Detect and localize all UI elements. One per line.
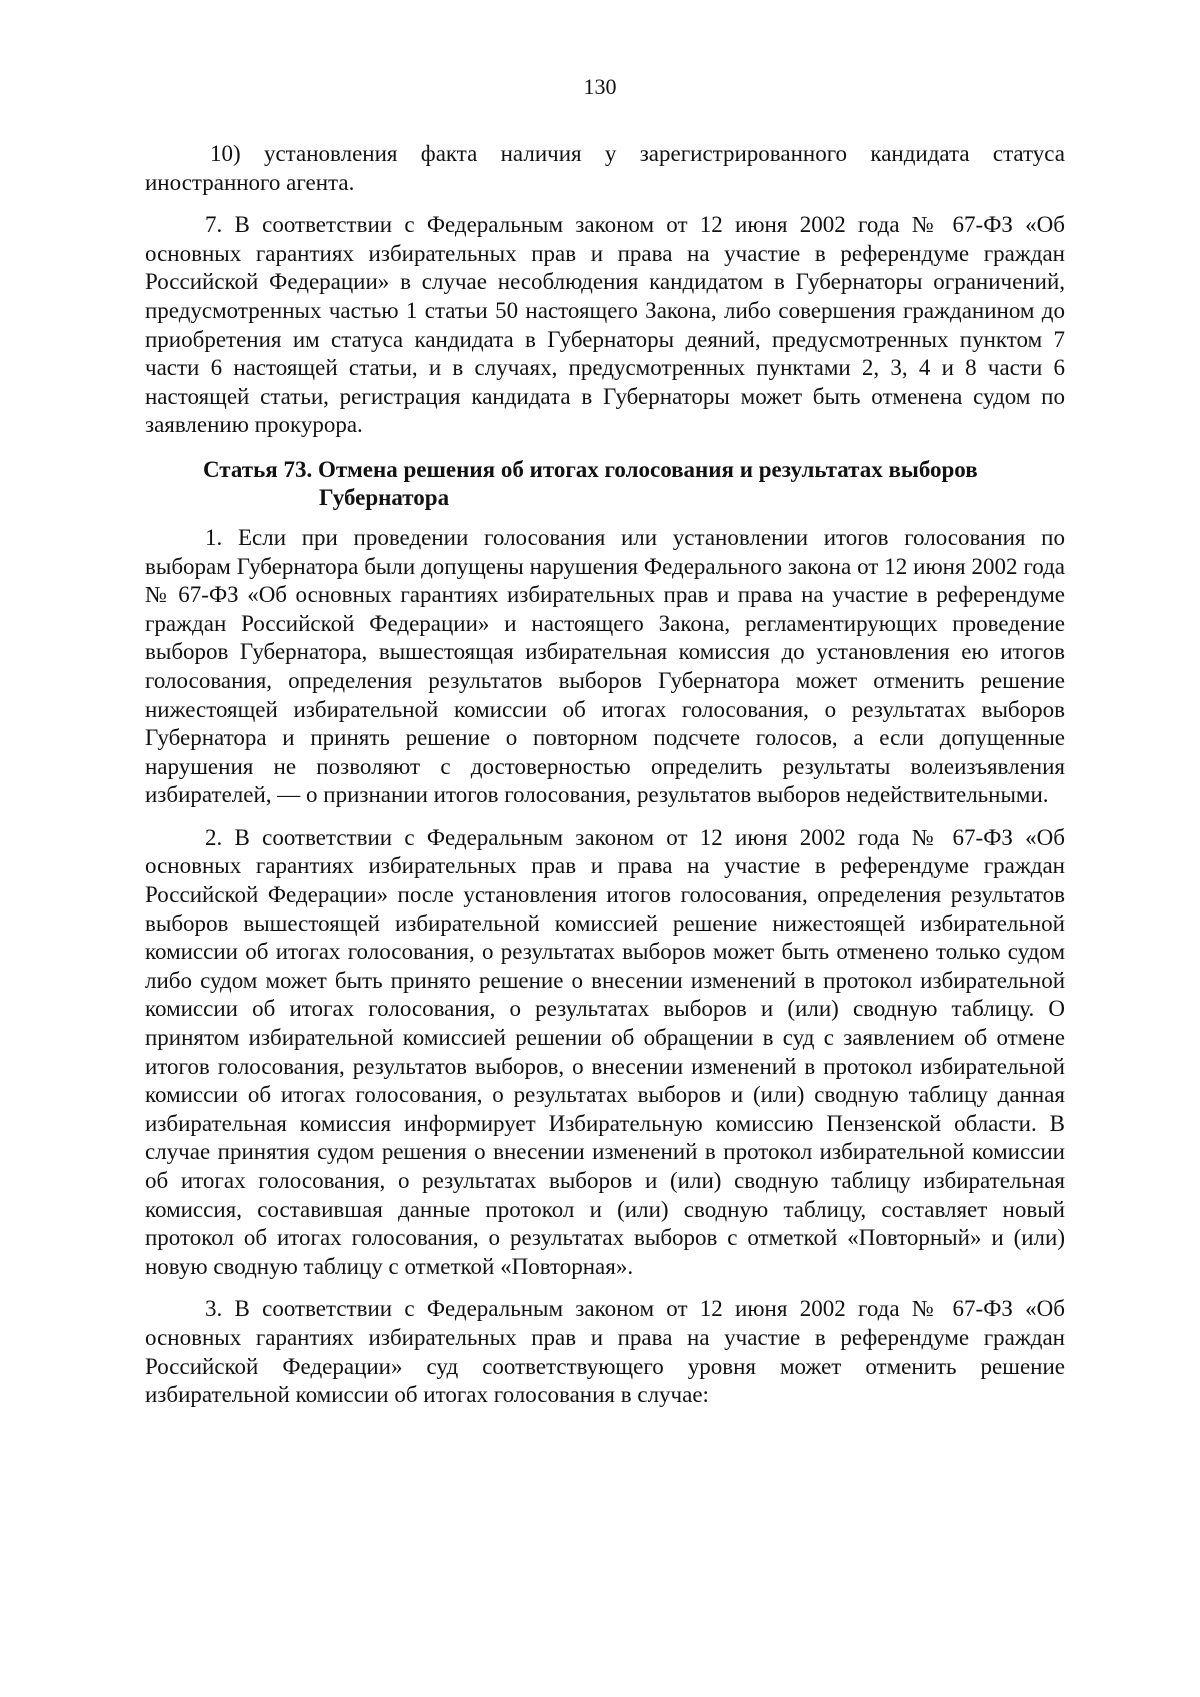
paragraph-part-2: 2. В соответствии с Федеральным законом от 12 июня 2002 года № 67-ФЗ «Об основных гарантиях избирательных прав и права на участие в референдуме граждан Российской Федерации» после установления итогов голосования, определения результатов выборов вышестоящей избирательной комиссией решение нижестоящей избирательной комиссии об итогах голосования, о результатах выборов может быть отменено только судом либо судом может быть принято решение о внесении изменений в протокол избирательной комиссии об итогах голосования, о результатах выборов и (или) сводную таблицу. О принятом избирательной комиссией решении об обращении в суд с заявлением об отмене итогов голосования, результатов выборов, о внесении изменений в протокол избирательной комиссии об итогах голосования, о результатах выборов и (или) сводную таблицу данная избирательная комиссия информирует Избирательную комиссию Пензенской области. В случае принятия судом решения о внесении изменений в протокол избирательной комиссии об итогах голосования, о результатах выборов и (или) сводную таблицу избирательная комиссия, составившая данные протокол и (или) сводную таблицу, составляет новый протокол об итогах голосования, о результатах выборов с отметкой «Повторный» и (или) новую сводную таблицу с отметкой «Повторная». bbox=[145, 824, 1065, 1279]
paragraph-item-10: 10) установления факта наличия у зарегистрированного кандидата статуса иностранного агента. bbox=[145, 141, 1065, 195]
paragraph-part-7: 7. В соответствии с Федеральным законом от 12 июня 2002 года № 67-ФЗ «Об основных гарантиях избирательных прав и права на участие в референдуме граждан Российской Федерации» в случае несоблюдения кандидатом в Губернаторы ограничений, предусмотренных частью 1 статьи 50 настоящего Закона, либо совершения гражданином до приобретения им статуса кандидата в Губернаторы деяний, предусмотренных пунктом 7 части 6 настоящей статьи, и в случаях, предусмотренных пунктами 2, 3, 4 и 8 части 6 настоящей статьи, регистрация кандидата в Губернаторы может быть отменена судом по заявлению прокурора. bbox=[145, 212, 1065, 438]
page-number: 130 bbox=[583, 74, 617, 99]
document-body bbox=[145, 140, 1065, 1424]
article-title-line1: Статья 73. Отмена решения об итогах голосования и результатах выборов bbox=[203, 456, 978, 482]
article-heading bbox=[145, 456, 1065, 512]
paragraph-part-1: 1. Если при проведении голосования или установлении итогов голосования по выборам Губернатора были допущены нарушения Федерального закона от 12 июня 2002 года № 67-ФЗ «Об основных гарантиях избирательных прав и права на участие в референдуме граждан Российской Федерации» и настоящего Закона, регламентирующих проведение выборов Губернатора, вышестоящая избирательная комиссия до установления ею итогов голосования, определения результатов выборов Губернатора может отменить решение нижестоящей избирательной комиссии об итогах голосования, о результатах выборов Губернатора и принять решение о повторном подсчете голосов, а если допущенные нарушения не позволяют с достоверностью определить результаты волеизъявления избирателей, — о признании итогов голосования, результатов выборов недействительными. bbox=[145, 524, 1065, 808]
article-title-line2: Губернатора bbox=[319, 484, 450, 510]
paragraph-part-3: 3. В соответствии с Федеральным законом от 12 июня 2002 года № 67-ФЗ «Об основных гарантиях избирательных прав и права на участие в референдуме граждан Российской Федерации» суд соответствующего уровня может отменить решение избирательной комиссии об итогах голосования в случае: bbox=[145, 1296, 1065, 1408]
